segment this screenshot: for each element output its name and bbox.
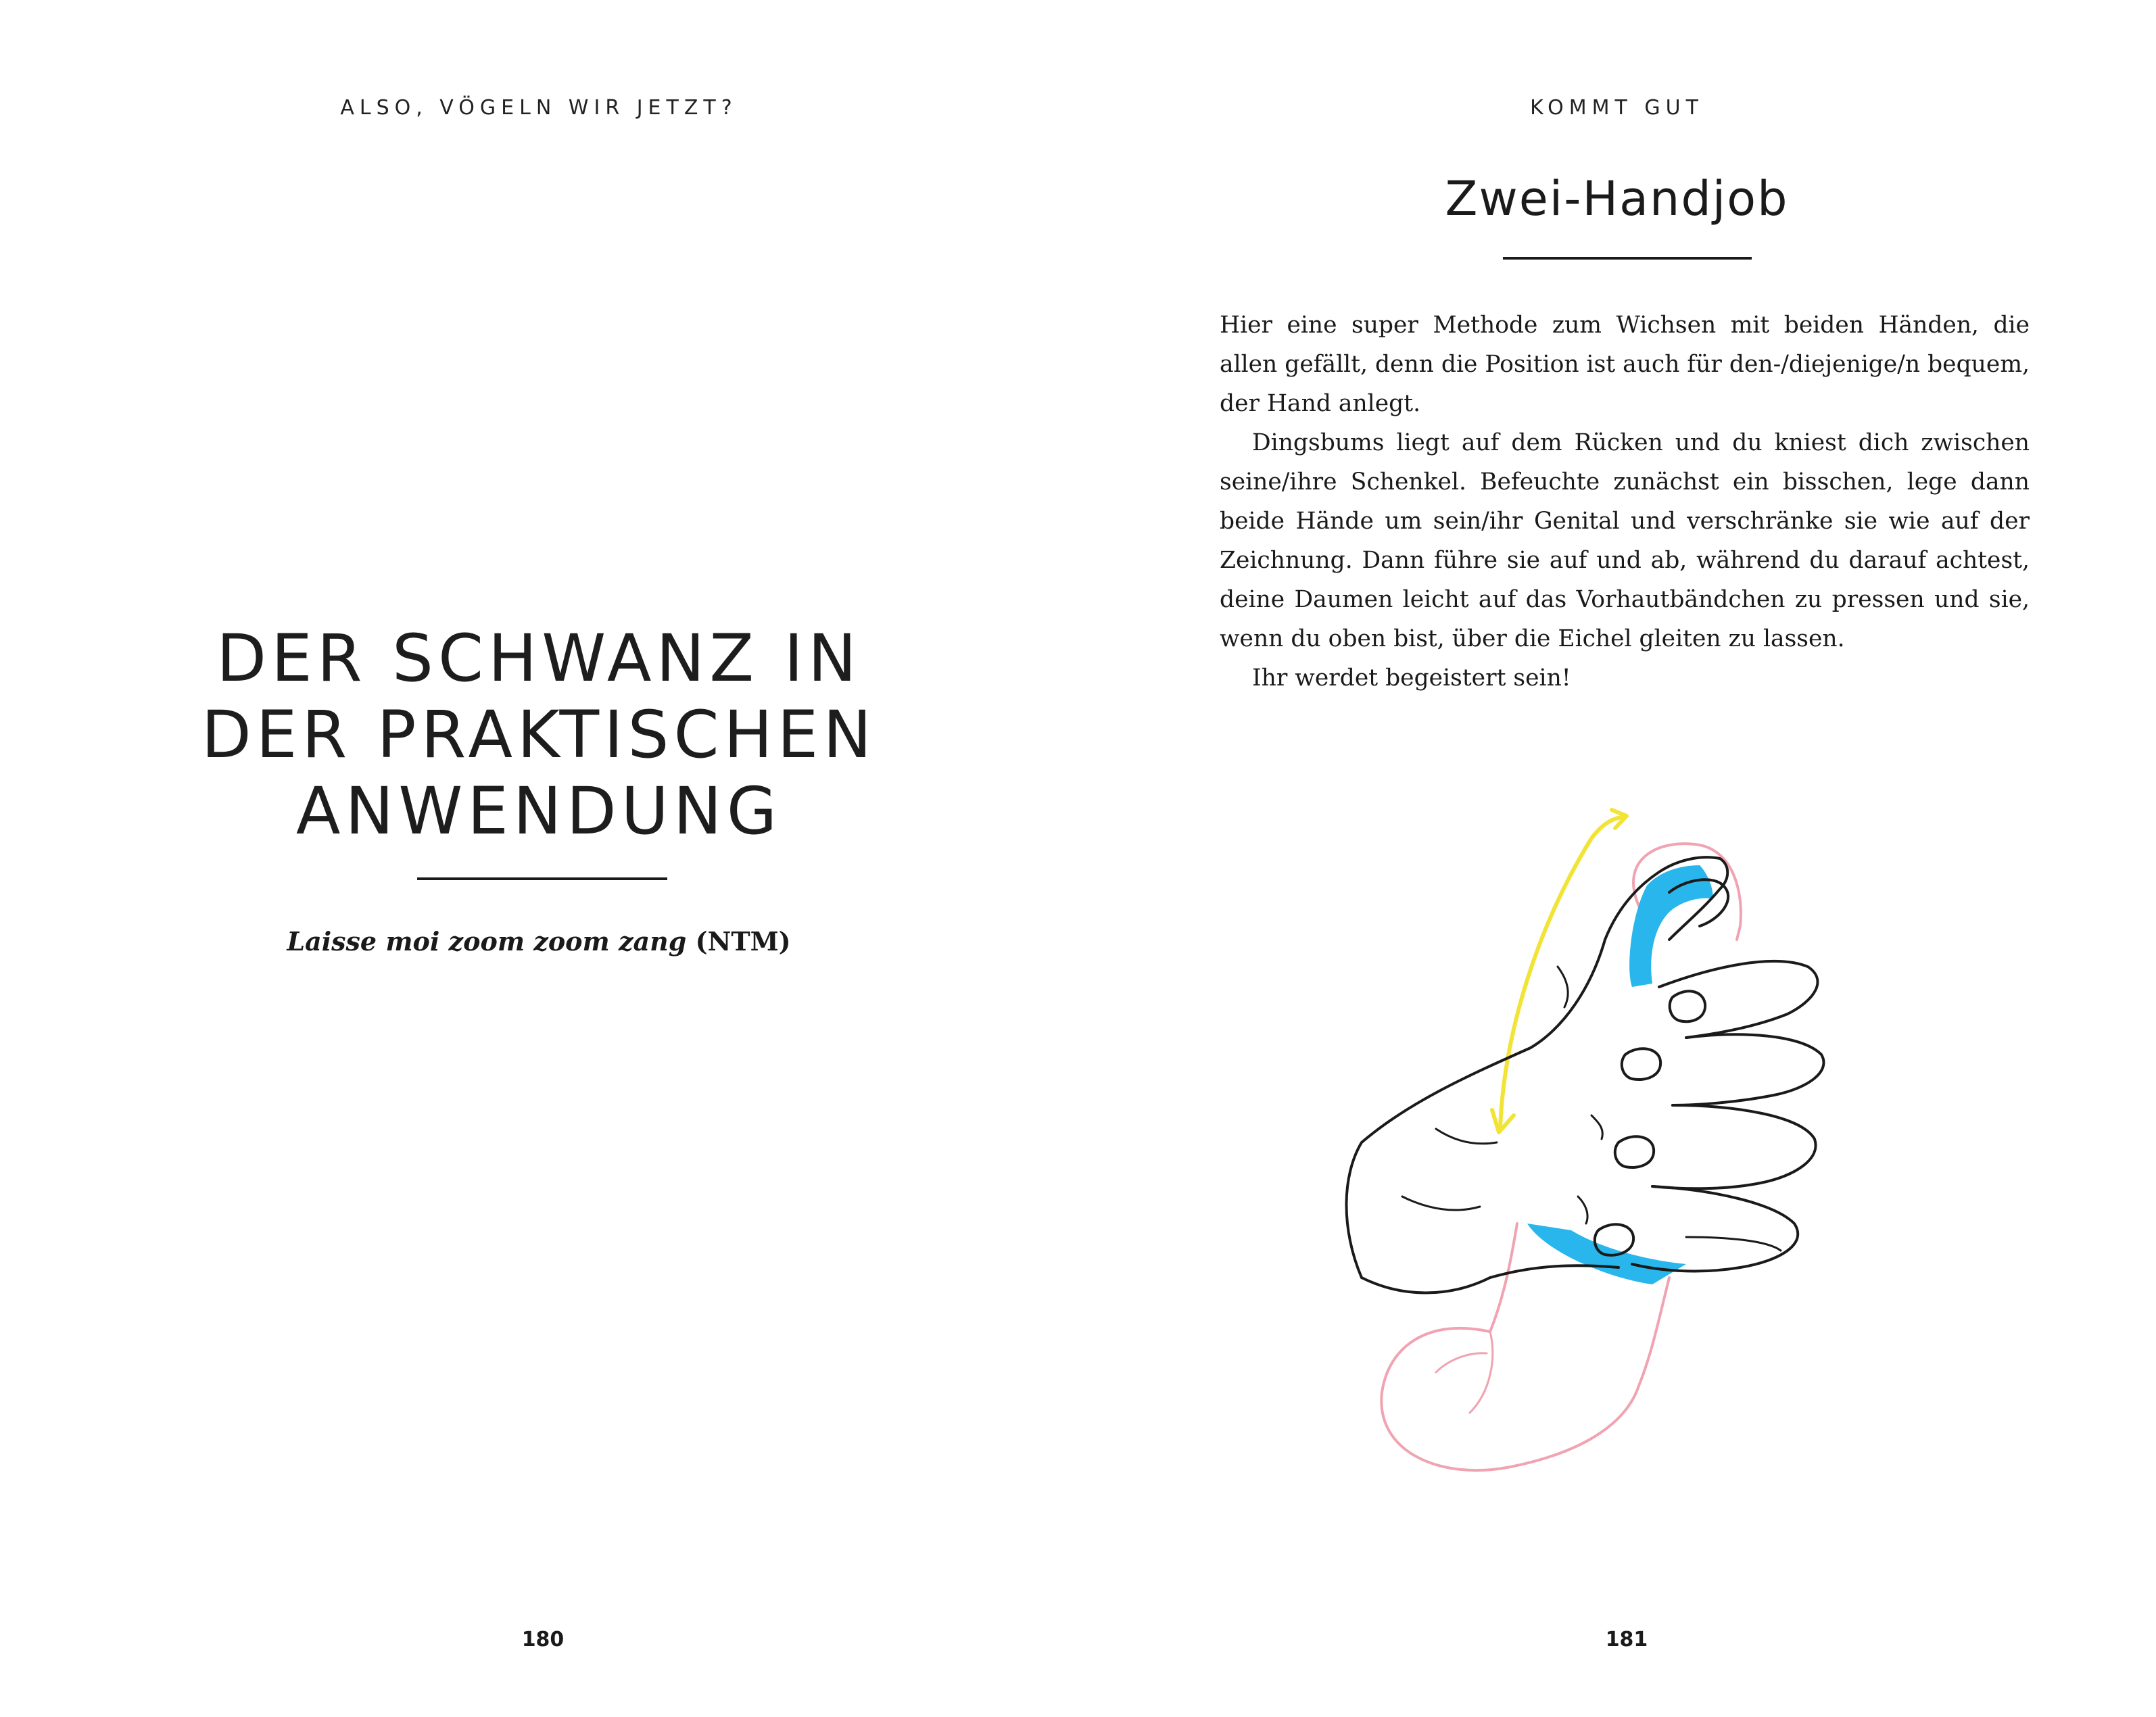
running-head-right: KOMMT GUT <box>1530 96 1704 120</box>
chapter-title-rule <box>417 877 667 880</box>
right-page <box>1078 0 2156 1717</box>
page-number-right: 181 <box>1605 1628 1648 1651</box>
chapter-title <box>0 621 1078 850</box>
chapter-title-line-3: ANWENDUNG <box>295 773 782 849</box>
two-hands-illustration-icon <box>1335 764 1889 1494</box>
chapter-title-line-1: DER SCHWANZ IN <box>216 621 861 696</box>
paragraph-3: Ihr werdet begeistert sein! <box>1252 664 1571 692</box>
body-text <box>1220 306 2030 698</box>
paragraph-2: Dingsbums liegt auf dem Rücken und du kniest dich zwischen seine/ihre Schenkel. Befeuchte zunächst ein bisschen, lege dann beide Hände um sein/ihr Genital und verschränke sie wie auf der Zeichnung. Dann führe sie auf und ab, während du darauf achtest, deine Daumen leicht auf das Vorhautbändchen zu pressen und sie, wenn du oben bist, über die Eichel gleiten zu lassen. <box>1220 429 2030 652</box>
chapter-subtitle-italic: Laisse moi zoom zoom zang <box>287 926 687 957</box>
section-title: Zwei-Handjob <box>1445 171 1789 226</box>
running-head-left: ALSO, VÖGELN WIR JETZT? <box>340 96 738 120</box>
paragraph-1: Hier eine super Methode zum Wichsen mit beiden Händen, die allen gefällt, denn die Position ist auch für den-/diejenige/n bequem, der Hand anlegt. <box>1220 312 2030 417</box>
chapter-subtitle <box>0 926 1078 957</box>
page-number-left: 180 <box>521 1628 565 1651</box>
chapter-title-line-2: DER PRAKTISCHEN <box>201 697 877 773</box>
chapter-subtitle-suffix: (NTM) <box>686 926 791 957</box>
section-title-rule <box>1503 257 1752 260</box>
